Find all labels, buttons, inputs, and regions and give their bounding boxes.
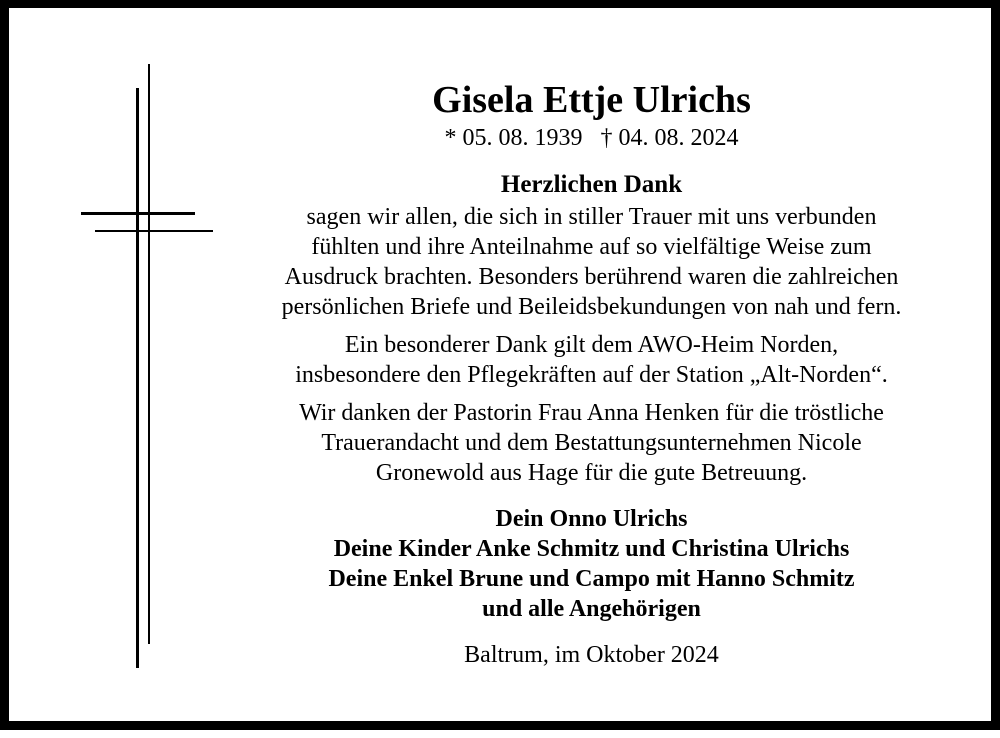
text-line: fühlten und ihre Anteilnahme auf so vielfältige Weise zum: [311, 234, 872, 260]
cross-icon: [9, 8, 229, 738]
text-line: Ein besonderer Dank gilt dem AWO-Heim Norden,: [344, 332, 839, 358]
birth-date: * 05. 08. 1939: [444, 125, 583, 151]
thanks-paragraph-2: [239, 330, 944, 390]
signers-block: [239, 504, 944, 624]
cross-horizontal-bar: [81, 212, 195, 215]
cross-horizontal-bar-offset: [95, 230, 213, 232]
cross-vertical-bar: [136, 88, 139, 668]
signer-line: Deine Enkel Brune und Campo mit Hanno Schmitz: [328, 566, 855, 592]
text-line: Trauerandacht und dem Bestattungsunternehmen Nicole: [321, 430, 862, 456]
thanks-paragraph-3: [239, 398, 944, 488]
death-date: † 04. 08. 2024: [600, 125, 739, 151]
cross-vertical-bar-offset: [148, 64, 150, 644]
signer-line: Deine Kinder Anke Schmitz und Christina Ulrichs: [333, 536, 850, 562]
thanks-heading: Herzlichen Dank: [500, 171, 683, 198]
text-line: persönlichen Briefe und Beileidsbekundungen von nah und fern.: [281, 294, 902, 320]
notice-content: [239, 78, 944, 670]
life-dates: [239, 124, 944, 152]
text-line: Wir danken der Pastorin Frau Anna Henken für die tröstliche: [299, 400, 884, 426]
text-line: insbesondere den Pflegekräften auf der Station „Alt-Norden“.: [295, 362, 888, 388]
deceased-name: Gisela Ettje Ulrichs: [432, 79, 751, 121]
signer-line: und alle Angehörigen: [482, 596, 701, 622]
text-line: sagen wir allen, die sich in stiller Trauer mit uns verbunden: [306, 204, 877, 230]
signer-line: Dein Onno Ulrichs: [495, 506, 688, 532]
text-line: Gronewold aus Hage für die gute Betreuung.: [375, 460, 808, 486]
place-and-date: Baltrum, im Oktober 2024: [464, 642, 719, 668]
text-line: Ausdruck brachten. Besonders berührend waren die zahlreichen: [284, 264, 899, 290]
thanks-paragraph-1: [239, 202, 944, 322]
